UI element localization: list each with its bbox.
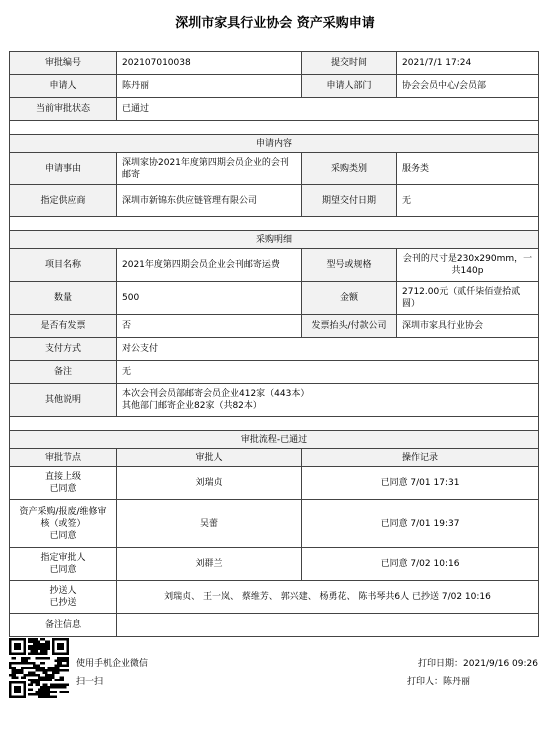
flow-record: 已同意 7/01 19:37 bbox=[302, 500, 539, 548]
spec-label: 型号或规格 bbox=[302, 249, 397, 282]
other-line-2: 其他部门邮寄企业82家（共82本） bbox=[122, 401, 262, 411]
wechat-hint-line-1: 使用手机企业微信 bbox=[76, 659, 149, 669]
qr-code-icon bbox=[9, 638, 69, 698]
printer: 打印人：陈丹丽 bbox=[407, 677, 471, 687]
remark-info-value bbox=[117, 614, 539, 637]
category-label: 采购类别 bbox=[302, 153, 397, 185]
supplier-label: 指定供应商 bbox=[10, 185, 117, 217]
qty-label: 数量 bbox=[10, 282, 117, 315]
status-label: 当前审批状态 bbox=[10, 98, 117, 121]
other-line-1: 本次会刊会员部邮寄会员企业412家（443本） bbox=[122, 389, 310, 399]
submit-time-label: 提交时间 bbox=[302, 52, 397, 75]
flow-node-status: 已同意 bbox=[49, 484, 77, 494]
flow-node-title: 直接上级 bbox=[44, 472, 81, 482]
table-row bbox=[10, 500, 539, 548]
amount-label: 金额 bbox=[302, 282, 397, 315]
delivery-value: 无 bbox=[397, 185, 539, 217]
col-node-header: 审批节点 bbox=[10, 449, 117, 467]
spacer-row bbox=[10, 217, 539, 231]
flow-record: 已同意 7/01 17:31 bbox=[302, 467, 539, 500]
remark-info-label: 备注信息 bbox=[10, 614, 117, 637]
qty-value: 500 bbox=[117, 282, 302, 315]
flow-approver: 刘群兰 bbox=[117, 548, 302, 581]
table-row bbox=[10, 467, 539, 500]
dept-label: 申请人部门 bbox=[302, 75, 397, 98]
approval-no-label: 审批编号 bbox=[10, 52, 117, 75]
cc-list: 刘瑞贞、 王一岚、 蔡维芳、 郭兴建、 杨勇花、 陈书琴共6人 已抄送 7/02 10:16 bbox=[117, 581, 539, 614]
other-value bbox=[117, 384, 539, 417]
flow-approver: 刘瑞贞 bbox=[117, 467, 302, 500]
cc-node-title: 抄送人 bbox=[49, 586, 77, 596]
matter-value: 深圳家协2021年度第四期会员企业的会刊邮寄 bbox=[117, 153, 302, 185]
item-value: 2021年度第四期会员企业会刊邮寄运费 bbox=[117, 249, 302, 282]
flow-node bbox=[10, 548, 117, 581]
spacer-row bbox=[10, 121, 539, 135]
footer bbox=[9, 636, 538, 706]
spacer-row bbox=[10, 417, 539, 431]
page-title: 深圳市家具行业协会 资产采购申请 bbox=[175, 16, 375, 31]
col-record-header: 操作记录 bbox=[302, 449, 539, 467]
col-approver-header: 审批人 bbox=[117, 449, 302, 467]
cc-node-status: 已抄送 bbox=[49, 598, 77, 608]
pay-method-label: 支付方式 bbox=[10, 338, 117, 361]
flow-node bbox=[10, 500, 117, 548]
section-purchase-detail: 采购明细 bbox=[10, 231, 539, 249]
supplier-value: 深圳市新锦东供应链管理有限公司 bbox=[117, 185, 302, 217]
spec-value: 会刊的尺寸是230x290mm，一共140p bbox=[397, 249, 539, 282]
matter-label: 申请事由 bbox=[10, 153, 117, 185]
flow-record: 已同意 7/02 10:16 bbox=[302, 548, 539, 581]
item-label: 项目名称 bbox=[10, 249, 117, 282]
payee-value: 深圳市家具行业协会 bbox=[397, 315, 539, 338]
applicant-label: 申请人 bbox=[10, 75, 117, 98]
approval-no-value: 202107010038 bbox=[117, 52, 302, 75]
status-value: 已通过 bbox=[117, 98, 539, 121]
remark-label: 备注 bbox=[10, 361, 117, 384]
pay-method-value: 对公支付 bbox=[117, 338, 539, 361]
section-approval-flow: 审批流程-已通过 bbox=[10, 431, 539, 449]
invoice-value: 否 bbox=[117, 315, 302, 338]
flow-node-status: 已同意 bbox=[49, 530, 77, 541]
invoice-label: 是否有发票 bbox=[10, 315, 117, 338]
section-apply-content: 申请内容 bbox=[10, 135, 539, 153]
print-date: 打印日期：2021/9/16 09:26 bbox=[418, 659, 538, 669]
other-label: 其他说明 bbox=[10, 384, 117, 417]
flow-node bbox=[10, 467, 117, 500]
table-row bbox=[10, 581, 539, 614]
submit-time-value: 2021/7/1 17:24 bbox=[397, 52, 539, 75]
dept-value: 协会会员中心/会员部 bbox=[397, 75, 539, 98]
delivery-label: 期望交付日期 bbox=[302, 185, 397, 217]
remark-value: 无 bbox=[117, 361, 539, 384]
payee-label: 发票抬头/付款公司 bbox=[302, 315, 397, 338]
cc-node bbox=[10, 581, 117, 614]
wechat-hint-line-2: 扫一扫 bbox=[76, 677, 104, 687]
table-row bbox=[10, 548, 539, 581]
applicant-value: 陈丹丽 bbox=[117, 75, 302, 98]
amount-value: 2712.00元（贰仟柒佰壹拾贰圆） bbox=[397, 282, 539, 315]
flow-node-status: 已同意 bbox=[49, 565, 77, 575]
flow-approver: 吴蕾 bbox=[117, 500, 302, 548]
flow-node-title: 资产采购/报废/维修审核（或签） bbox=[19, 506, 107, 529]
approval-form-table bbox=[9, 51, 539, 637]
flow-node-title: 指定审批人 bbox=[40, 553, 86, 563]
category-value: 服务类 bbox=[397, 153, 539, 185]
